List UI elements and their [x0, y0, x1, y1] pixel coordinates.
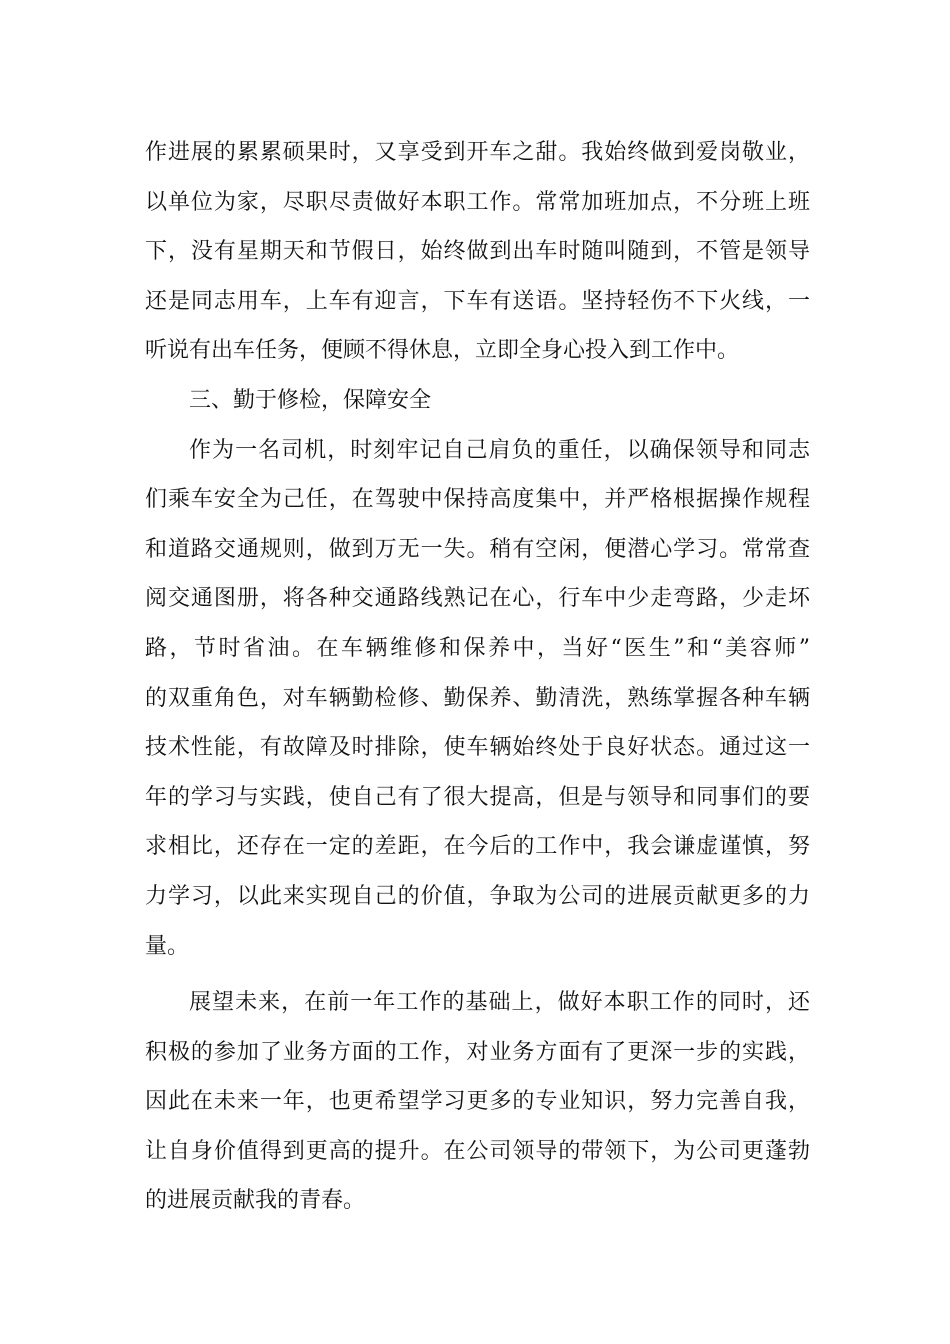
text-line: 阅交通图册，将各种交通路线熟记在心，行车中少走弯路，少走坏 — [145, 586, 810, 612]
text-line: 作进展的累累硕果时，又享受到开车之甜。我始终做到爱岗敬业， — [145, 140, 810, 165]
document-body — [145, 128, 810, 1226]
text-line: 的双重角色，对车辆勤检修、勤保养、勤清洗，熟练掌握各种车辆 — [145, 685, 810, 711]
text-line: 年的学习与实践，使自己有了很大提高，但是与领导和同事们的要 — [145, 784, 810, 810]
paragraph — [145, 978, 810, 1226]
section-heading — [145, 376, 810, 426]
text-line: 力学习，以此来实现自己的价值，争取为公司的进展贡献更多的力 — [145, 883, 810, 909]
text-line: 们乘车安全为己任，在驾驶中保持高度集中，并严格根据操作规程 — [145, 487, 810, 513]
text-line: 的进展贡献我的青春。 — [145, 1188, 366, 1214]
text-line: 下，没有星期天和节假日，始终做到出车时随叫随到，不管是领导 — [145, 239, 810, 265]
text-line: 路，节时省油。在车辆维修和保养中，当好“医生”和“美容师” — [145, 635, 810, 661]
text-line: 让自身价值得到更高的提升。在公司领导的带领下，为公司更蓬勃 — [145, 1138, 810, 1164]
paragraph — [145, 426, 810, 972]
text-line: 以单位为家，尽职尽责做好本职工作。常常加班加点，不分班上班 — [145, 189, 810, 215]
text-line: 作为一名司机，时刻牢记自己肩负的重任，以确保领导和同志 — [189, 437, 810, 463]
text-line: 积极的参加了业务方面的工作，对业务方面有了更深一步的实践， — [145, 1039, 810, 1065]
text-line: 听说有出车任务，便顾不得休息，立即全身心投入到工作中。 — [145, 338, 740, 364]
text-line: 展望未来，在前一年工作的基础上，做好本职工作的同时，还 — [189, 990, 810, 1016]
text-line: 量。 — [145, 933, 190, 959]
text-line: 和道路交通规则，做到万无一失。稍有空闲，便潜心学习。常常查 — [145, 536, 810, 562]
heading-text: 三、勤于修检，保障安全 — [189, 387, 432, 413]
text-line: 技术性能，有故障及时排除，使车辆始终处于良好状态。通过这一 — [145, 735, 810, 761]
paragraph — [145, 128, 810, 376]
text-line: 因此在未来一年，也更希望学习更多的专业知识，努力完善自我， — [145, 1089, 810, 1115]
text-line: 求相比，还存在一定的差距，在今后的工作中，我会谦虚谨慎，努 — [145, 834, 810, 860]
paragraph-gap — [145, 971, 810, 978]
text-line: 还是同志用车，上车有迎言，下车有送语。坚持轻伤不下火线，一 — [145, 288, 810, 314]
